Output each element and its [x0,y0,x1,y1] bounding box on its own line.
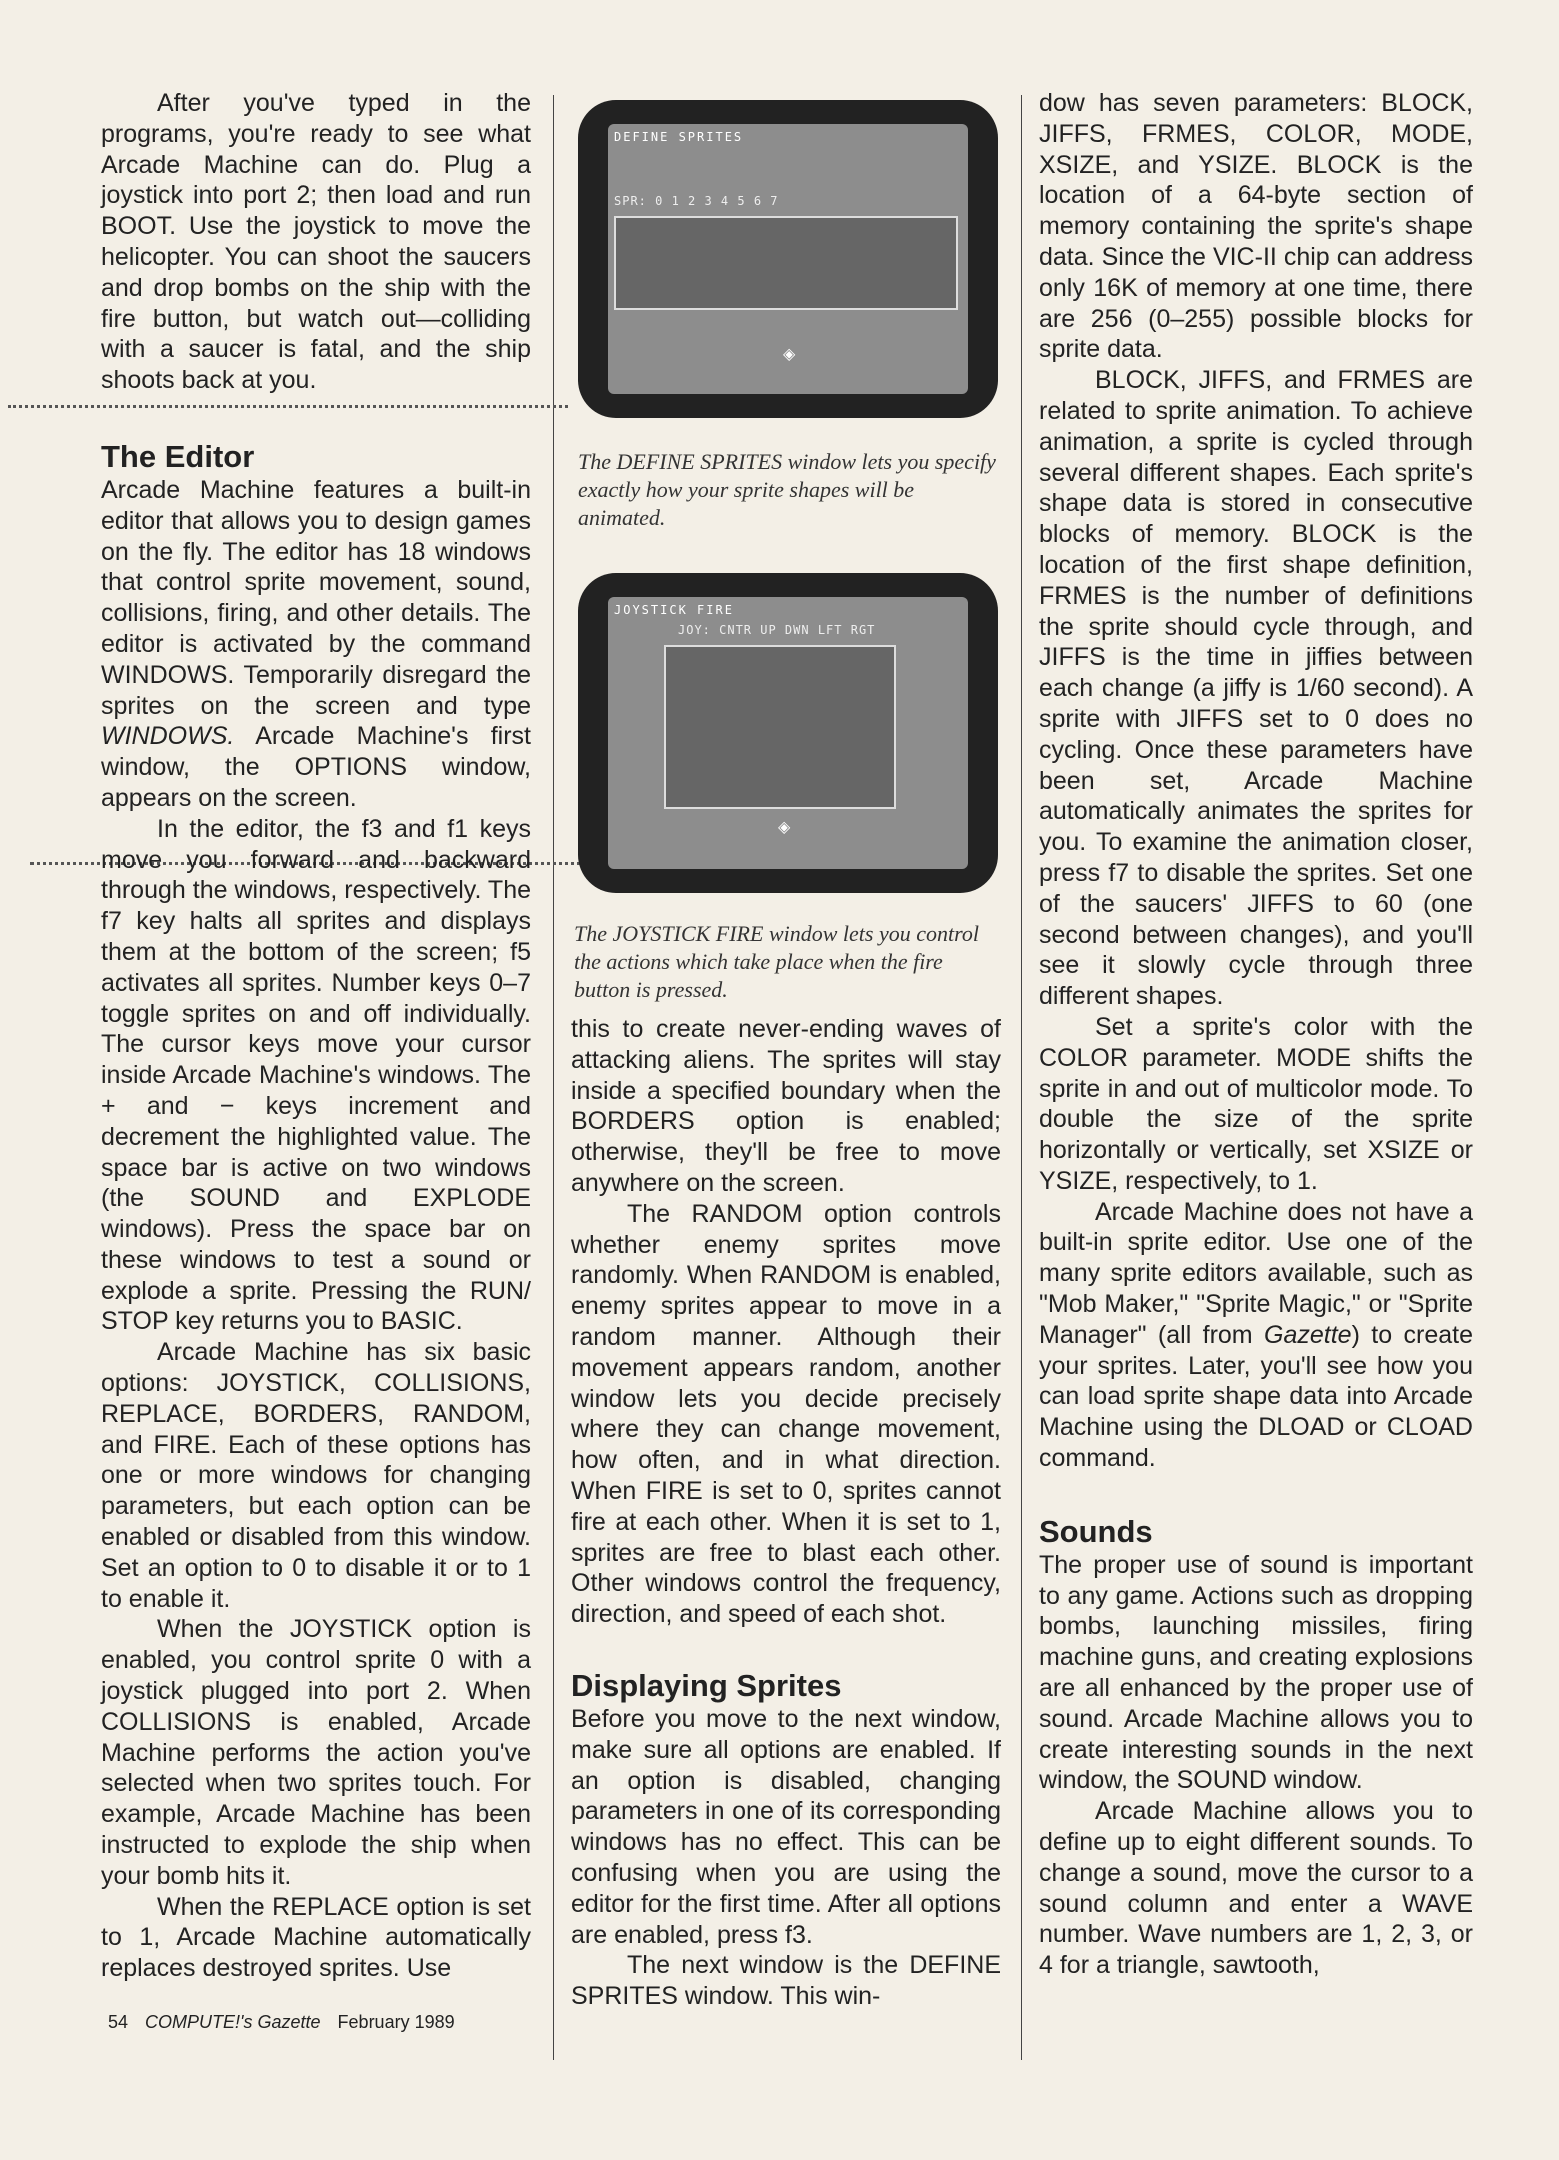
paragraph: Arcade Machine allows you to define up to eight different sounds. To change a sound, move the cursor to a sound column and enter a WAVE number. Wave numbers are 1, 2, 3, or 4 for a triangle, sawtooth, [1039,1797,1473,1980]
screen-header: JOY: CNTR UP DWN LFT RGT [678,623,876,637]
paragraph: The RANDOM option controls whether enemy sprites move randomly. When RANDOM is enabled, enemy sprites appear to move in a random manner. Although their movement appears random, another window lets you decide precisely where they can change movement, how often, and in what direction. When FIRE is set to 0, sprites cannot fire at each other. When it is set to 1, sprites are free to blast each other. Other windows control the frequency, direction, and speed of each shot. [571,1199,1001,1629]
paragraph: Before you move to the next window, make sure all options are enabled. If an option is disabled, changing parameters in one of its corresponding windows has no effect. This can be confusing when you are using the editor for the first time. After all options are enabled, press f3. [571,1704,1001,1949]
page-footer [108,2012,467,2033]
cursor-icon: ◈ [783,346,796,363]
column-divider-right [1021,95,1022,2060]
paragraph: this to create never-ending waves of attacking aliens. The sprites will stay inside a specified boundary when the BORDERS option is enabled; otherwise, they'll be free to move anywhere on the screen. [571,1015,1001,1197]
sprite-table [614,216,958,310]
screen-title: DEFINE SPRITES [614,130,744,144]
column-1 [101,88,531,1984]
paragraph: BLOCK, JIFFS, and FRMES are related to sprite animation. To achieve animation, a sprite is cycled through several different shapes. Each sprite's shape data is stored in consecutive blocks of memory. BLOCK is the location of the first shape definition, FRMES is the number of definitions the sprite should cycle through, and JIFFS is the time in jiffies between each change (a jiffy is 1/60 second). A sprite with JIFFS set to 0 does no cycling. Once these parameters have been set, Arcade Machine automatically animates the sprites for you. To examine the animation closer, press f7 to disable the sprites. Set one of the saucers' JIFFS to 60 (one second between changes), and you'll see it slowly cycle through three different shapes. [1039,366,1473,1011]
paragraph: In the editor, the f3 and f1 keys move you forward and backward through the windows, respectively. The f7 key halts all sprites and displays them at the bottom of the screen; f5 activates all sprites. Number keys 0–7 toggle sprites on and off individually. The cursor keys move your cursor inside Arcade Machine's windows. The + and − keys increment and decrement the highlighted value. The space bar is active on two windows (the SOUND and EXPLODE windows). Press the space bar on these windows to test a sound or explode a sprite. Pressing the RUN/ STOP key returns you to BASIC. [101,814,531,1336]
caption-define-sprites: The DEFINE SPRITES window lets you specify exactly how your sprite shapes will be animated. [578,449,996,530]
paragraph: Arcade Machine features a built-in editor that allows you to design games on the fly. The editor has 18 windows that control sprite movement, sound, collisions, firing, and other details. The editor is activated by the command WINDOWS. Temporarily disregard the sprites on the screen and type WINDOWS. Arcade Machine's first window, the OPTIONS window, appears on the screen. [101,475,531,812]
page-number: 54 [108,2012,129,2032]
column-3 [1039,88,1473,1981]
heading-the-editor: The Editor [101,438,255,474]
column-divider-left [553,95,554,2060]
paragraph: Set a sprite's color with the COLOR parameter. MODE shifts the sprite in and out of multicolor mode. To double the size of the sprite horizontally or vertically, set XSIZE or YSIZE, respectively, to 1. [1039,1012,1473,1195]
heading-sounds: Sounds [1039,1513,1153,1549]
heading-displaying-sprites: Displaying Sprites [571,1667,842,1703]
joystick-fire-screenshot [578,573,998,893]
define-sprites-screenshot [578,100,998,418]
paragraph: Arcade Machine does not have a built-in sprite editor. Use one of the many sprite editors available, such as "Mob Maker," "Sprite Magic," or "Sprite Manager" (all from Gazette) to create your sprites. Later, you'll see how you can load sprite shape data into Arcade Machine using the DLOAD or CLOAD command. [1039,1197,1473,1473]
paragraph: The next window is the DEFINE SPRITES window. This win- [571,1951,1001,2011]
publication-name: COMPUTE!'s Gazette [145,2012,321,2032]
cursor-icon: ◈ [778,819,791,836]
screen-header: SPR: 0 1 2 3 4 5 6 7 [614,194,779,208]
paragraph: When the REPLACE option is set to 1, Arcade Machine automatically replaces destroyed sprites. Use [101,1892,531,1983]
caption-joystick-fire: The JOYSTICK FIRE window lets you control the actions which take place when the fire button is pressed. [574,921,979,1002]
paragraph: The proper use of sound is important to any game. Actions such as dropping bombs, launching missiles, firing machine guns, and creating explosions are all enhanced by the proper use of sound. Arcade Machine allows you to create interesting sounds in the next window, the SOUND window. [1039,1550,1473,1795]
issue-date: February 1989 [337,2012,455,2032]
fire-table [664,645,896,809]
column-2 [571,1014,1001,2012]
paragraph: Arcade Machine has six basic options: JOYSTICK, COLLISIONS, REPLACE, BORDERS, RANDOM, and FIRE. Each of these options has one or more windows for changing parameters, but each option can be enabled or disabled from this window. Set an option to 0 to disable it or to 1 to enable it. [101,1338,531,1613]
paragraph: dow has seven parameters: BLOCK, JIFFS, FRMES, COLOR, MODE, XSIZE, and YSIZE. BLOCK is the location of a 64-byte section of memory containing the sprite's shape data. Since the VIC-II chip can address only 16K of memory at one time, there are 256 (0–255) possible blocks for sprite data. [1039,89,1473,364]
screen-title: JOYSTICK FIRE [614,603,734,617]
paragraph: When the JOYSTICK option is enabled, you control sprite 0 with a joystick plugged into port 2. When COLLISIONS is enabled, Arcade Machine performs the action you've selected when two sprites touch. For example, Arcade Machine has been instructed to explode the ship when your bomb hits it. [101,1615,531,1890]
paragraph: After you've typed in the programs, you're ready to see what Arcade Machine can do. Plug a joystick into port 2; then load and run BOOT. Use the joystick to move the helicopter. You can shoot the saucers and drop bombs on the ship with the fire button, but watch out—colliding with a saucer is fatal, and the ship shoots back at you. [101,89,531,395]
